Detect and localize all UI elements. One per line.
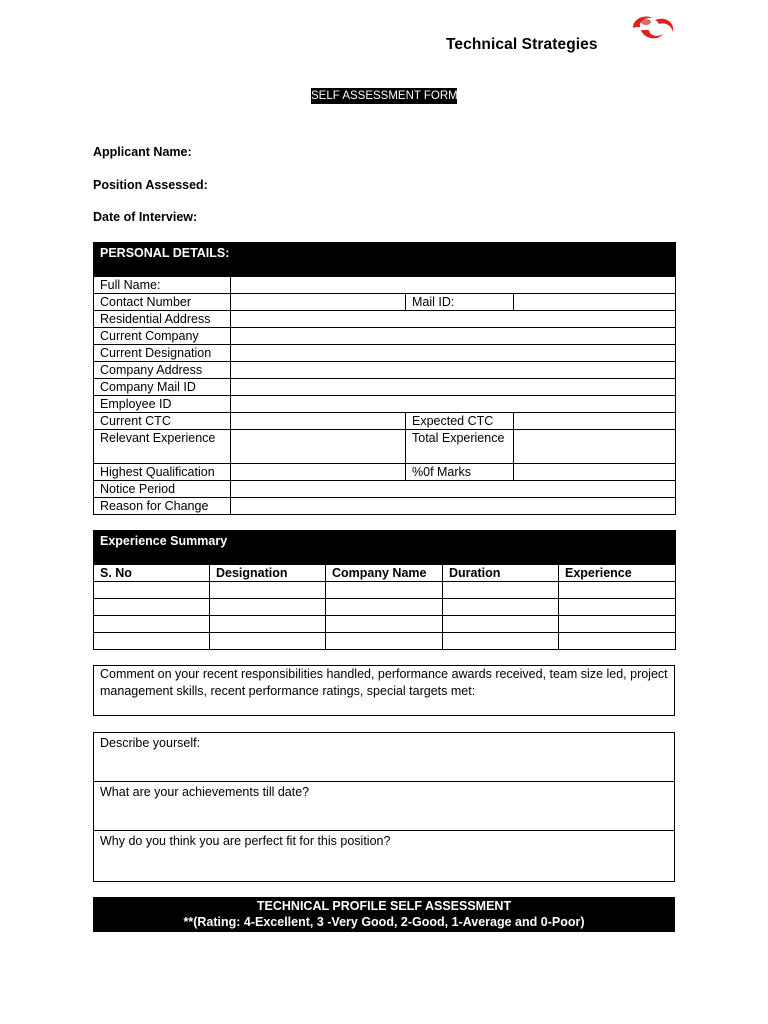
column-header: Designation: [210, 565, 326, 582]
current-designation-field[interactable]: [231, 345, 676, 362]
perfect-fit-label: Why do you think you are perfect fit for this position?: [100, 834, 391, 848]
table-cell[interactable]: [94, 616, 210, 633]
contact-number-field[interactable]: [231, 294, 406, 311]
rating-legend: **(Rating: 4-Excellent, 3 -Very Good, 2-Good, 1-Average and 0-Poor): [183, 915, 585, 929]
table-cell[interactable]: [559, 582, 676, 599]
table-cell[interactable]: [559, 599, 676, 616]
achievements-label: What are your achievements till date?: [100, 785, 310, 799]
total-experience-field[interactable]: [514, 430, 676, 464]
logo-swirl-icon: [627, 14, 677, 42]
company-mail-id-field[interactable]: [231, 379, 676, 396]
table-cell[interactable]: [559, 633, 676, 650]
current-ctc-field[interactable]: [231, 413, 406, 430]
describe-yourself-label: Describe yourself:: [100, 736, 201, 750]
employee-id-field[interactable]: [231, 396, 676, 413]
company-name: Technical Strategies: [446, 36, 598, 53]
current-company-label: Current Company: [94, 328, 231, 345]
notice-period-field[interactable]: [231, 481, 676, 498]
form-title: SELF ASSESSMENT FORM: [311, 90, 458, 102]
column-header: Duration: [443, 565, 559, 582]
column-header: Experience: [559, 565, 676, 582]
employee-id-label: Employee ID: [94, 396, 231, 413]
table-cell[interactable]: [326, 633, 443, 650]
experience-summary-table: [93, 530, 676, 650]
reason-for-change-field[interactable]: [231, 498, 676, 515]
highest-qualification-field[interactable]: [231, 464, 406, 481]
total-experience-label: Total Experience: [406, 430, 514, 464]
column-header: S. No: [94, 565, 210, 582]
full-name-label: Full Name:: [94, 277, 231, 294]
relevant-experience-label: Relevant Experience: [94, 430, 231, 464]
mail-id-label: Mail ID:: [406, 294, 514, 311]
table-cell[interactable]: [326, 582, 443, 599]
table-cell[interactable]: [210, 616, 326, 633]
column-header: Company Name: [326, 565, 443, 582]
current-company-field[interactable]: [231, 328, 676, 345]
personal-details-table: [93, 242, 676, 515]
table-cell[interactable]: [443, 616, 559, 633]
perfect-fit-box[interactable]: [93, 830, 675, 882]
table-cell[interactable]: [326, 616, 443, 633]
table-cell[interactable]: [326, 599, 443, 616]
notice-period-label: Notice Period: [94, 481, 231, 498]
table-cell[interactable]: [210, 599, 326, 616]
table-row: [94, 633, 676, 650]
comment-prompt: Comment on your recent responsibilities handled, performance awards received, team size led, project management skills, recent performance ratings, special targets met:: [100, 667, 668, 698]
percent-marks-label: %0f Marks: [406, 464, 514, 481]
company-logo: [446, 14, 678, 56]
table-cell[interactable]: [94, 582, 210, 599]
position-assessed-label: Position Assessed:: [93, 178, 208, 192]
residential-address-label: Residential Address: [94, 311, 231, 328]
comment-box[interactable]: [93, 665, 675, 716]
residential-address-field[interactable]: [231, 311, 676, 328]
table-row: [94, 582, 676, 599]
table-row: [94, 599, 676, 616]
technical-assessment-title: TECHNICAL PROFILE SELF ASSESSMENT: [256, 899, 512, 913]
company-address-label: Company Address: [94, 362, 231, 379]
company-mail-id-label: Company Mail ID: [94, 379, 231, 396]
technical-assessment-banner: [93, 897, 675, 932]
achievements-box[interactable]: [93, 781, 675, 831]
date-of-interview-label: Date of Interview:: [93, 210, 198, 224]
table-cell[interactable]: [94, 599, 210, 616]
expected-ctc-field[interactable]: [514, 413, 676, 430]
company-address-field[interactable]: [231, 362, 676, 379]
relevant-experience-field[interactable]: [231, 430, 406, 464]
table-cell[interactable]: [443, 633, 559, 650]
table-cell[interactable]: [210, 633, 326, 650]
highest-qualification-label: Highest Qualification: [94, 464, 231, 481]
experience-summary-heading: Experience Summary: [94, 531, 676, 565]
describe-yourself-box[interactable]: [93, 732, 675, 782]
expected-ctc-label: Expected CTC: [406, 413, 514, 430]
mail-id-field[interactable]: [514, 294, 676, 311]
applicant-name-label: Applicant Name:: [93, 145, 192, 159]
table-cell[interactable]: [443, 582, 559, 599]
current-designation-label: Current Designation: [94, 345, 231, 362]
table-cell[interactable]: [94, 633, 210, 650]
table-row: [94, 616, 676, 633]
table-cell[interactable]: [210, 582, 326, 599]
table-cell[interactable]: [559, 616, 676, 633]
contact-number-label: Contact Number: [94, 294, 231, 311]
current-ctc-label: Current CTC: [94, 413, 231, 430]
table-cell[interactable]: [443, 599, 559, 616]
full-name-field[interactable]: [231, 277, 676, 294]
percent-marks-field[interactable]: [514, 464, 676, 481]
reason-for-change-label: Reason for Change: [94, 498, 231, 515]
personal-details-heading: PERSONAL DETAILS:: [94, 243, 676, 277]
